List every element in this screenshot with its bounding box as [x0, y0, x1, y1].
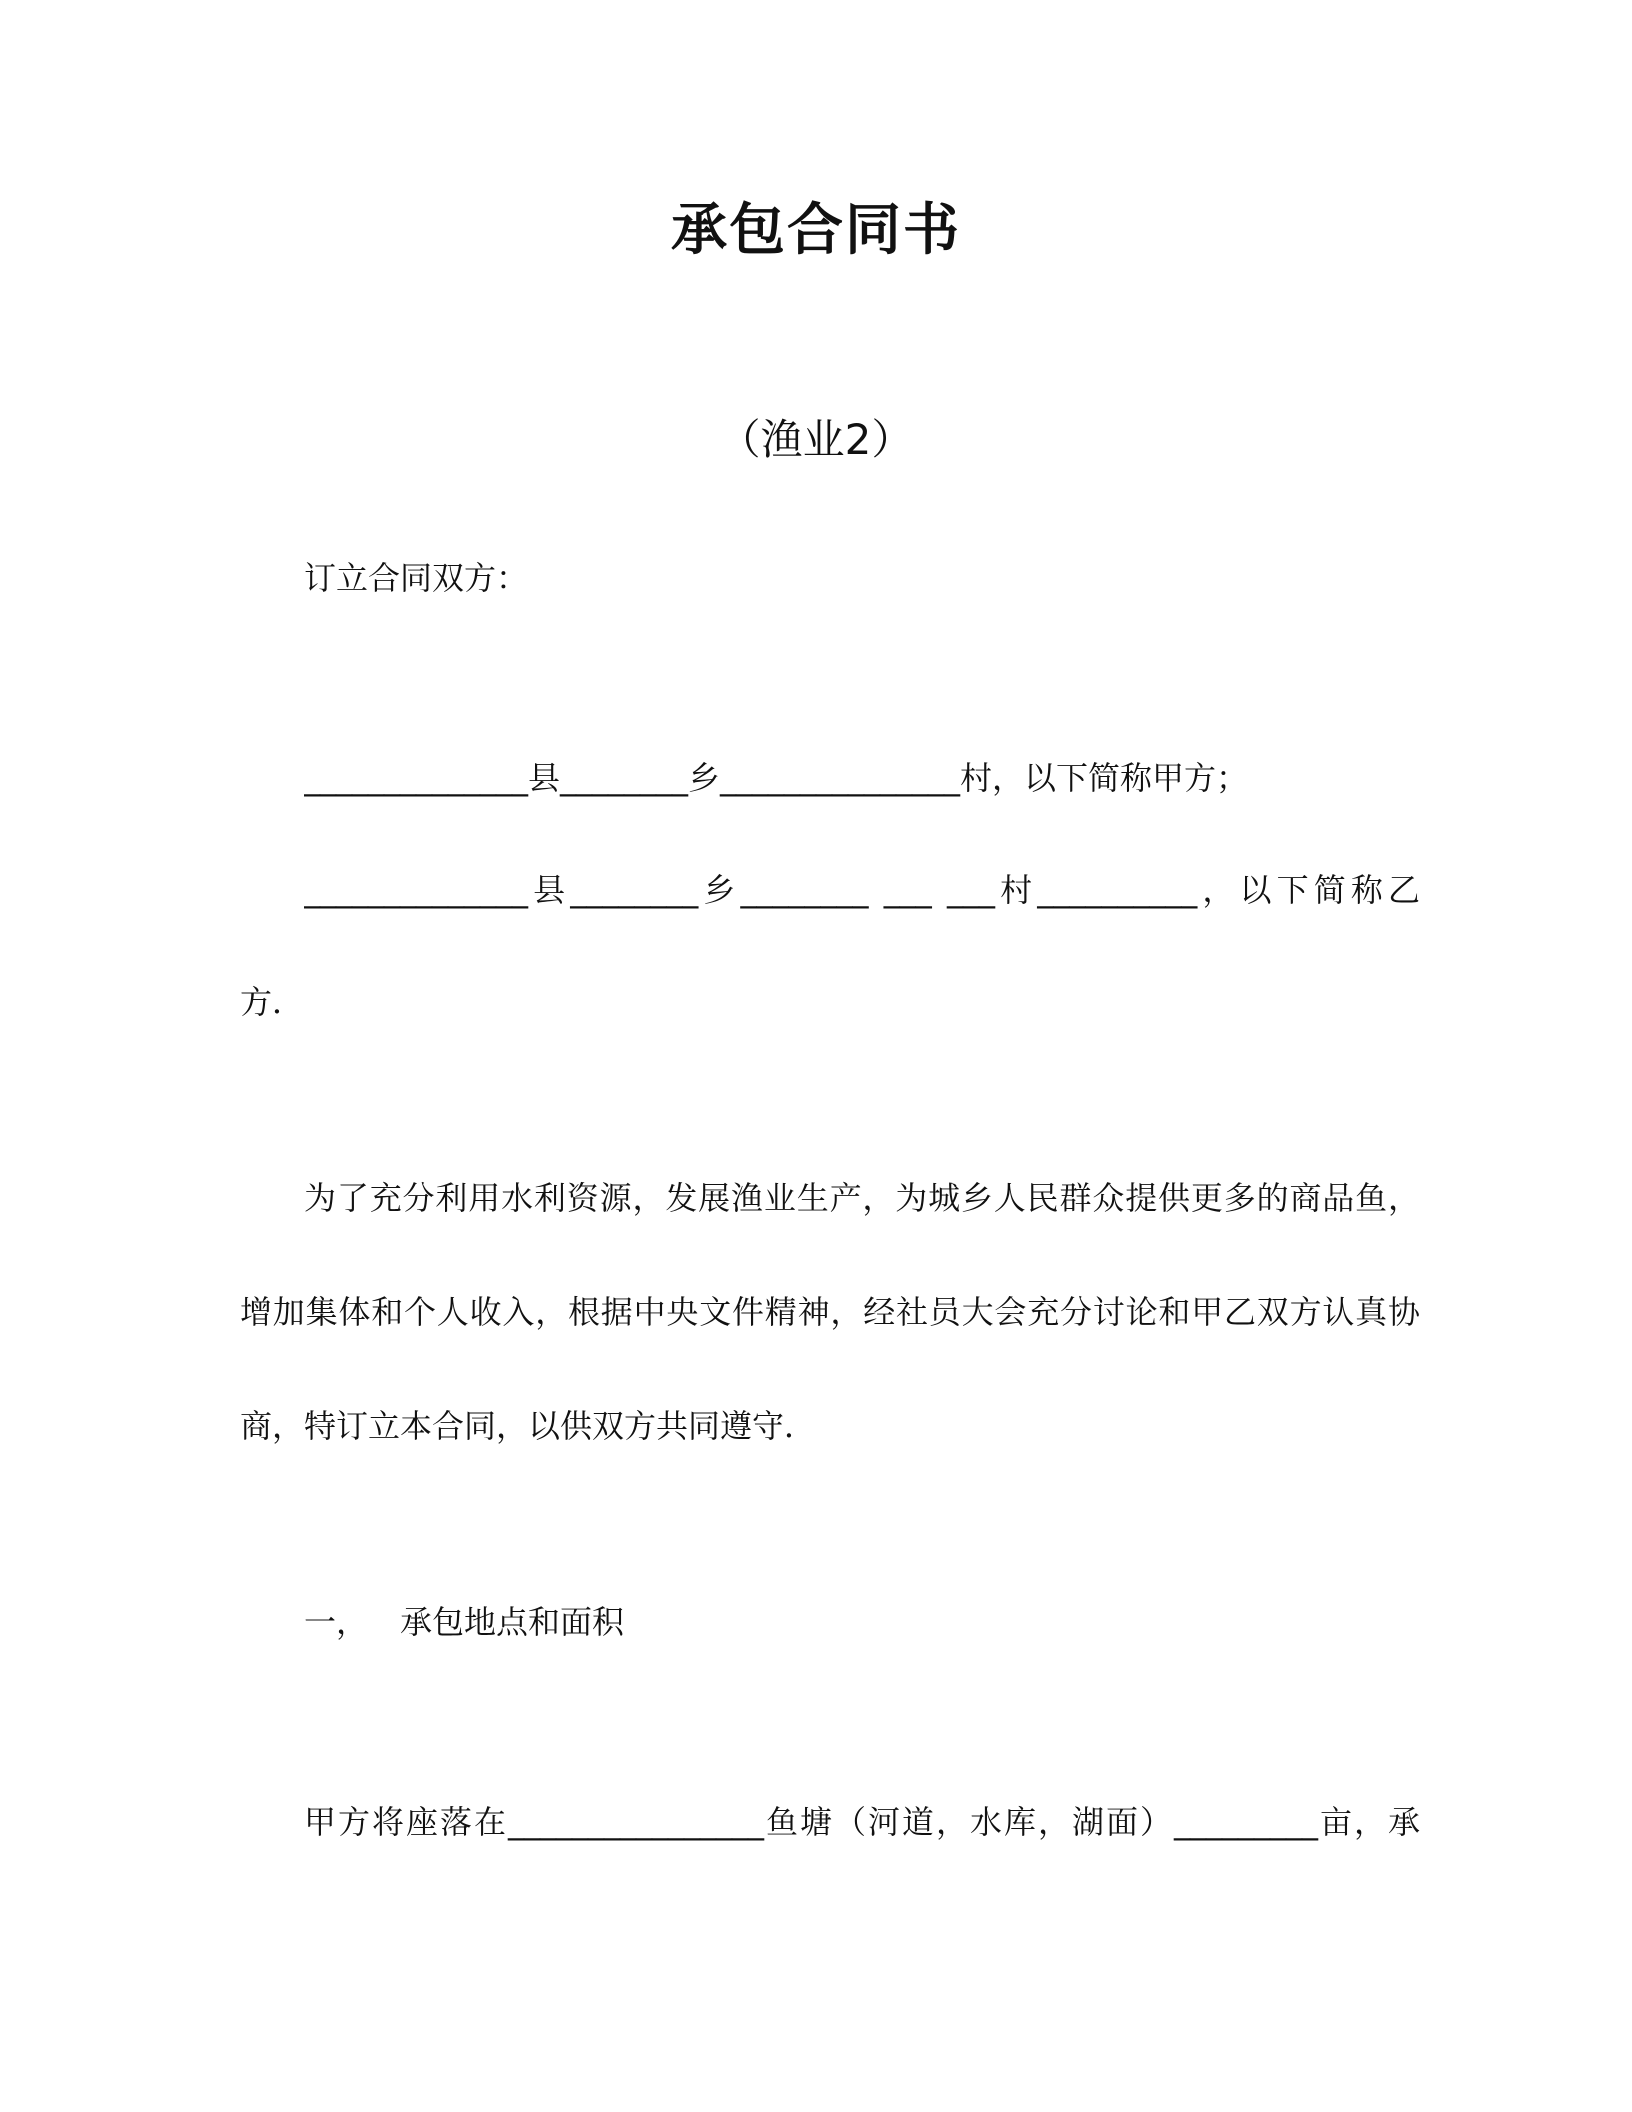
- section-1-line-1: 甲方将座落在________________鱼塘（河道，水库，湖面）_________亩，承: [304, 1803, 1420, 1841]
- section-1-number: 一，: [304, 1603, 369, 1641]
- section-1-title: 承包地点和面积: [400, 1603, 625, 1641]
- party-a-line: ______________县________乡_______________村，以下简称甲方；: [304, 759, 1249, 797]
- party-b-line-2: 方．: [240, 983, 305, 1021]
- purpose-line-1: 为了充分利用水利资源，发展渔业生产，为城乡人民群众提供更多的商品鱼，: [304, 1179, 1420, 1217]
- document-subtitle: （渔业2）: [718, 415, 914, 464]
- parties-label: 订立合同双方：: [304, 559, 529, 597]
- party-b-line-1: ______________县________乡________ ___ ___村__________，以下简称乙: [304, 871, 1420, 909]
- document-title: 承包合同书: [671, 198, 961, 263]
- purpose-line-2: 增加集体和个人收入，根据中央文件精神，经社员大会充分讨论和甲乙双方认真协: [240, 1293, 1420, 1331]
- purpose-line-3: 商，特订立本合同，以供双方共同遵守．: [240, 1407, 817, 1445]
- section-1-heading: [304, 1600, 624, 1644]
